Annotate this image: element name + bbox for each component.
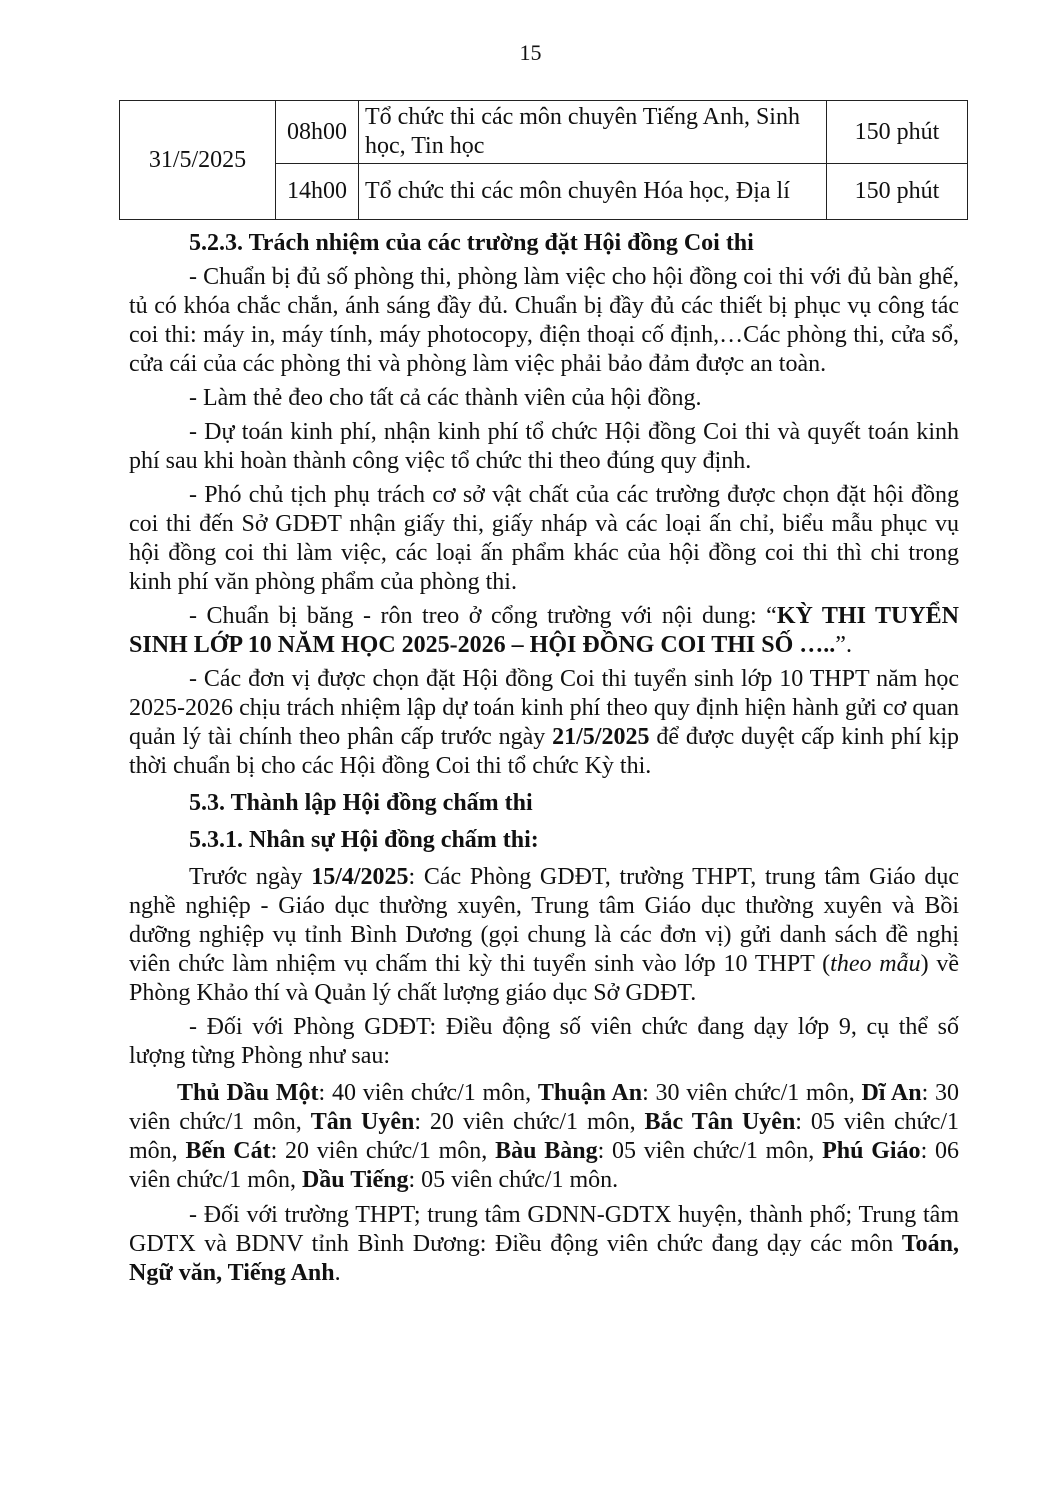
schedule-duration: 150 phút [827,101,968,164]
unit-name: Thuận An [537,1080,643,1106]
paragraph [129,1201,959,1288]
unit-quota: : 40 viên chức/1 môn, [318,1080,538,1106]
schedule-subject: Tổ chức thi các môn chuyên Hóa học, Địa lí [359,164,827,220]
schedule-time: 14h00 [276,164,359,220]
section-heading: 5.2.3. Trách nhiệm của các trường đặt Hội đồng Coi thi [189,230,754,256]
subsection-heading: 5.3.1. Nhân sự Hội đồng chấm thi: [189,827,539,853]
paragraph: - Làm thẻ đeo cho tất cả các thành viên của hội đồng. [189,385,702,411]
unit-quota: : 20 viên chức/1 môn, [270,1138,496,1164]
unit-quota: : 30 viên chức/1 môn, [642,1080,862,1106]
paragraph: - Phó chủ tịch phụ trách cơ sở vật chất của các trường được chọn đặt hội đồng coi thi đến Sở GDĐT nhận giấy thi, giấy nháp và các loại ấn chỉ, biểu mẫu phục vụ hội đồng coi thi làm việc, các loại ấn phẩm khác của hội đồng coi thi thì chi trong kinh phí văn phòng phẩm của phòng thi. [129,482,959,595]
unit-name: Phú Giáo [822,1138,921,1164]
unit-name: Bắc Tân Uyên [644,1109,796,1135]
text: . [334,1260,341,1286]
unit-name: Dầu Tiếng [301,1167,409,1193]
unit-name: Dĩ An [861,1080,922,1106]
text: : Các Phòng GDĐT, trường THPT, trung tâm Giáo dục nghề nghiệp - Giáo dục thường xuyên, Trung tâm Giáo dục thường xuyên và Bồi dưỡng nghiệp vụ tỉnh Bình Dương (gọi chung là các đơn vị) gửi danh sách đề nghị viên chức làm nhiệm vụ chấm thi kỳ thi tuyển sinh vào lớp 10 THPT ( [129,864,959,977]
paragraph: - Đối với Phòng GDĐT: Điều động số viên chức đang dạy lớp 9, cụ thể số lượng từng Phòng như sau: [129,1014,959,1069]
paragraph [129,863,959,1008]
unit-name: Bến Cát [185,1138,271,1164]
table-row [120,101,968,164]
banner-text: KỲ THI TUYỂN SINH LỚP 10 NĂM HỌC 2025-2026 – HỘI ĐỒNG COI THI SỐ ….. [129,603,959,658]
schedule-subject: Tổ chức thi các môn chuyên Tiếng Anh, Sinh học, Tin học [359,101,827,164]
unit-quota-list [129,1079,959,1195]
text: để được duyệt cấp kinh phí kịp thời chuẩn bị cho các Hội đồng Coi thi tổ chức Kỳ thi. [129,724,959,779]
unit-quota: : 05 viên chức/1 môn. [408,1167,619,1193]
exam-schedule-table [119,100,968,220]
unit-name: Thủ Dầu Một [177,1080,319,1106]
schedule-duration: 150 phút [827,164,968,220]
section-heading: 5.3. Thành lập Hội đồng chấm thi [189,790,533,816]
unit-quota: : 05 viên chức/1 môn, [597,1138,823,1164]
unit-name: Tân Uyên [310,1109,415,1135]
unit-quota: : 20 viên chức/1 môn, [414,1109,645,1135]
deadline-date: 21/5/2025 [552,724,650,750]
unit-name: Bàu Bàng [495,1138,598,1164]
page-number: 15 [519,40,542,65]
subject-list: Toán, Ngữ văn, Tiếng Anh [129,1231,959,1286]
deadline-date: 15/4/2025 [311,864,409,890]
text: ) về Phòng Khảo thí và Quản lý chất lượng giáo dục Sở GDĐT. [129,951,960,1006]
unit-quota: : 06 viên chức/1 môn, [129,1138,960,1193]
document-body [129,229,959,1293]
text: - Đối với trường THPT; trung tâm GDNN-GDTX huyện, thành phố; Trung tâm GDTX và BDNV tỉnh Bình Dương: Điều động viên chức đang dạy các môn [129,1202,959,1257]
text: - Các đơn vị được chọn đặt Hội đồng Coi thi tuyển sinh lớp 10 THPT năm học 2025-2026 chịu trách nhiệm lập dự toán kinh phí theo quy định hiện hành gửi cơ quan quản lý tài chính theo phân cấp trước ngày [129,666,959,750]
text: ”. [835,632,852,658]
unit-quota: : 30 viên chức/1 môn, [129,1080,959,1135]
paragraph [129,602,959,660]
schedule-date: 31/5/2025 [120,101,276,220]
text: - Chuẩn bị băng - rôn treo ở cổng trường với nội dung: “ [189,603,777,629]
paragraph: - Chuẩn bị đủ số phòng thi, phòng làm việc cho hội đồng coi thi với đủ bàn ghế, tủ có khóa chắc chắn, ánh sáng đầy đủ. Chuẩn bị đầy đủ các thiết bị phục vụ công tác coi thi: máy in, máy tính, máy photocopy, điện thoại cố định,…Các phòng thi, cửa sổ, cửa cái của các phòng thi và phòng làm việc phải bảo đảm được an toàn. [129,264,959,377]
unit-quota: : 05 viên chức/1 môn, [129,1109,960,1164]
text: Trước ngày [189,864,312,890]
text: theo mẫu [830,951,921,977]
schedule-time: 08h00 [276,101,359,164]
paragraph: - Dự toán kinh phí, nhận kinh phí tổ chức Hội đồng Coi thi và quyết toán kinh phí sau khi hoàn thành công việc tổ chức thi theo đúng quy định. [129,419,959,474]
paragraph [129,665,959,781]
